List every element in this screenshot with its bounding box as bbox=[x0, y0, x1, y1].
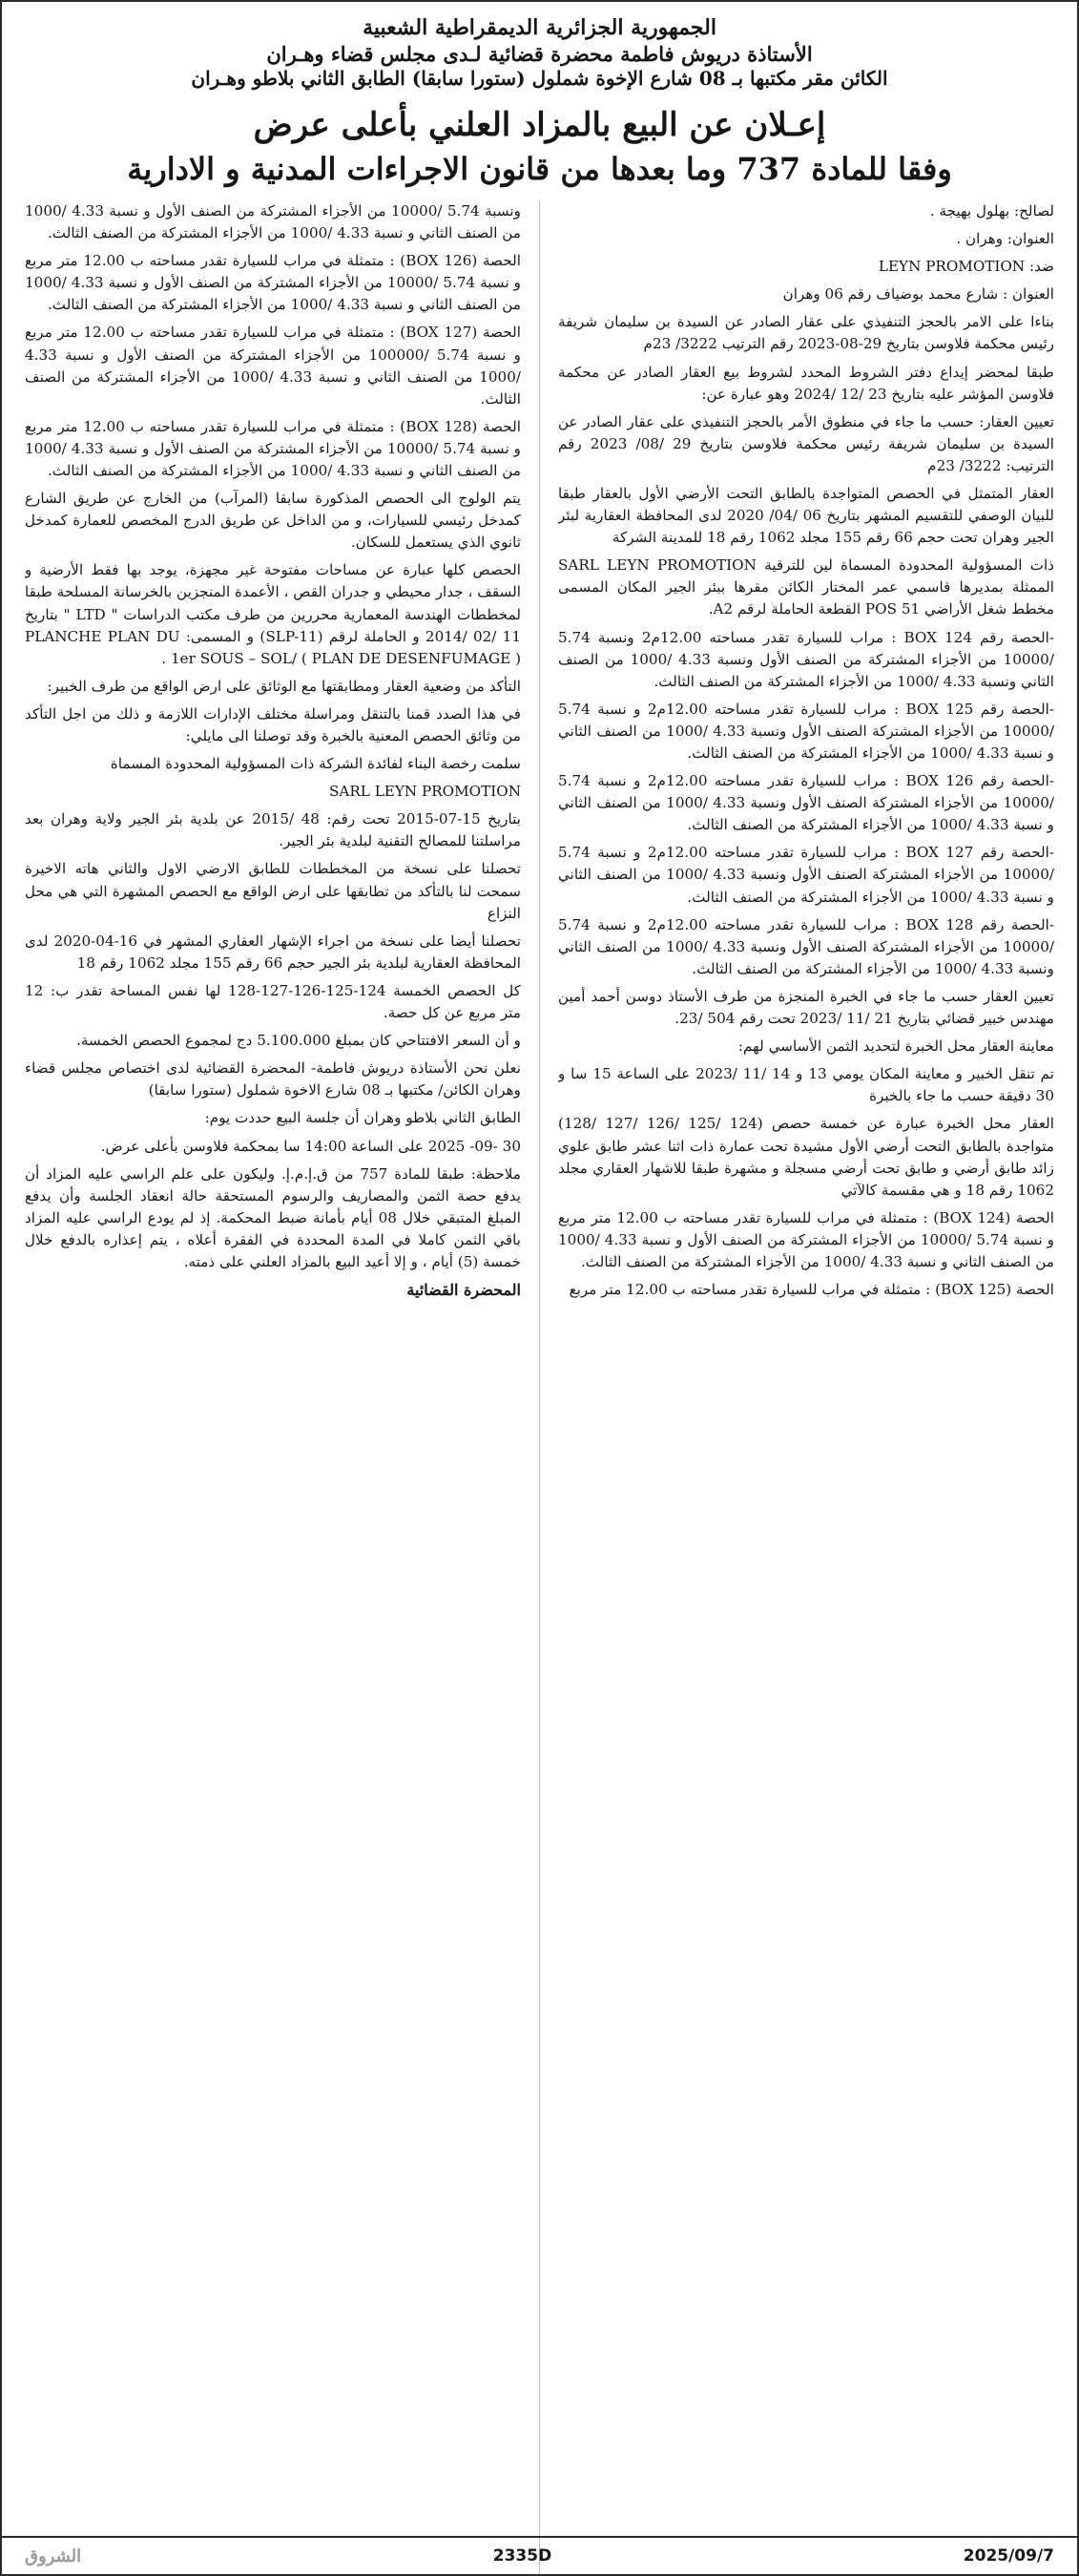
left-column-paragraph: سلمت رخصة البناء لفائدة الشركة ذات المسؤولية المحدودة المسماة bbox=[110, 755, 521, 773]
right-column bbox=[558, 200, 1054, 2576]
notice-header bbox=[25, 15, 1054, 187]
left-column-paragraph: الحصة (128 BOX) : متمثلة في مراب للسيارة تقدر مساحته ب 12.00 متر مربع و نسبة 5.74 /10000 من الأجزاء المشتركة من الصنف الأول و نسبة 4.33 /1000 من الصنف الثاني و نسبة 4.33 /1000 من الأجزاء المشتركة من الصنف الثالث. bbox=[25, 417, 521, 479]
left-column-paragraph: بتاريخ 15-07-2015 تحت رقم: 48 /2015 عن بلدية بئر الجير ولاية وهران بعد مراسلتنا للمصالح التقنية لبلدية بئر الجير. bbox=[25, 810, 521, 850]
right-column-paragraph: ذات المسؤولية المحدودة المسماة لين للترقية SARL LEYN PROMOTION الممثلة بمديرها قاسمي عمر المختار الكائن مقرها ببئر الجير المكان المسمى مخطط شغل الأراضي 51 POS القطعة الحاملة لرقم A2. bbox=[558, 556, 1054, 618]
left-column-paragraph: ونسبة 5.74 /10000 من الأجزاء المشتركة من الصنف الأول و نسبة 4.33 /1000 من الصنف الثاني و نسبة 4.33 /1000 من الأجزاء المشتركة من الصنف الثالث. bbox=[25, 201, 521, 242]
republic-line: الجمهورية الجزائرية الديمقراطية الشعبية bbox=[363, 15, 716, 40]
signature: المحضرة القضائية bbox=[406, 1281, 521, 1300]
newspaper-masthead: الشروق bbox=[25, 2545, 82, 2566]
left-column-paragraph: الطابق الثاني بلاطو وهران أن جلسة البيع حددت يوم: bbox=[204, 1109, 521, 1127]
right-column-paragraph: العنوان: وهران . bbox=[956, 230, 1054, 248]
right-column-paragraph: -الحصة رقم BOX 124 : مراب للسيارة تقدر مساحته 12.00م2 ونسبة 5.74 /10000 من الأجزاء المشتركة من الصنف الأول ونسبة 4.33 /1000 من الصنف الثاني ونسبة 4.33 /1000 من الأجزاء المشتركة من الصنف الثالث. bbox=[558, 628, 1054, 690]
right-column-paragraph: -الحصة رقم BOX 127 : مراب للسيارة تقدر مساحته 12.00م2 و نسبة 5.74 /10000 من الأجزاء المشتركة الصنف الأول ونسبة 4.33 /1000 من الصنف الثاني و نسبة 4.33 /1000 من الأجزاء المشتركة من الصنف الثالث. bbox=[558, 844, 1054, 906]
page-footer bbox=[2, 2536, 1077, 2574]
left-column-paragraph: SARL LEYN PROMOTION bbox=[328, 783, 521, 801]
right-column-paragraph: العقار محل الخبرة عبارة عن خمسة حصص (124 /125 /126 /127 /128) متواجدة بالطابق التحت أرضي الأول مشيدة تحت عمارة ذات اثنا عشر طابق علوي زائد طابق أرضي و طابق تحت أرضي مسجلة و مشهرة طبقا للاشهار العقاري مجلد 1062 رقم 18 و هي مقسمة كالآتي bbox=[558, 1115, 1054, 1199]
right-column-paragraph: تم تنقل الخبير و معاينة المكان يومي 13 و 14 /11 /2023 على الساعة 15 سا و 30 دقيقة حسب ما جاء بالخبرة bbox=[558, 1065, 1054, 1105]
left-column-paragraph: كل الحصص الخمسة 124-125-126-127-128 لها نفس المساحة تقدر ب: 12 متر مربع عن كل حصة. bbox=[25, 981, 521, 1022]
notice-body bbox=[25, 200, 1054, 2576]
left-column-paragraph: و أن السعر الافتتاحي كان بمبلغ 5.100.000 دج لمجموع الحصص الخمسة. bbox=[76, 1032, 521, 1050]
left-column-paragraph: الحصص كلها عبارة عن مساحات مفتوحة غير مجهزة، يوجد بها فقط الأرضية و السقف ، جدار محيطي و جدران القص ، الأعمدة المنجزين بالخرسانة المسلحة طبقا لمخططات الهندسة المعمارية محررين من طرف مكتب الدراسات " LTD " بتاريخ 11 /02 /2014 و الحاملة لرقم (SLP-11) و المسمى: PLANCHE PLAN DU 1er SOUS – SOL/ ( PLAN DE DESENFUMAGE ) . bbox=[25, 561, 521, 667]
left-column bbox=[25, 200, 521, 2576]
right-column-paragraph: -الحصة رقم BOX 128 : مراب للسيارة تقدر مساحته 12.00م2 و نسبة 5.74 /10000 من الأجزاء المشتركة الصنف الأول ونسبة 4.33 /1000 من الصنف الثاني ونسبة 4.33 /1000 من الأجزاء المشتركة من الصنف الثالث. bbox=[558, 915, 1054, 977]
notice-title: إعـلان عن البيع بالمزاد العلني بأعلى عرض bbox=[253, 105, 826, 144]
right-column-paragraph: العنوان : شارع محمد بوضياف رقم 06 وهران bbox=[782, 285, 1054, 304]
right-column-paragraph: الحصة (124 BOX) : متمثلة في مراب للسيارة تقدر مساحته ب 12.00 متر مربع و نسبة 5.74 /10000 من الأجزاء المشتركة من الصنف الأول و نسبة 4.33 /1000 من الصنف الثاني و نسبة 4.33 /1000 من الأجزاء المشتركة من الصنف الثالث. bbox=[558, 1208, 1054, 1270]
right-column-paragraph: الحصة (125 BOX) : متمثلة في مراب للسيارة تقدر مساحته ب 12.00 متر مربع bbox=[569, 1281, 1054, 1299]
right-column-paragraph: معاينة العقار محل الخبرة لتحديد الثمن الأساسي لهم: bbox=[737, 1037, 1054, 1056]
left-column-paragraph: الحصة (127 BOX) : متمثلة في مراب للسيارة تقدر مساحته ب 12.00 متر مربع و نسبة 5.74 /100000 من الأجزاء المشتركة من الصنف الأول و نسبة 4.33 /1000 من الصنف الثاني و نسبة 4.33 /1000 من الأجزاء المشتركة من الصنف الثالث. bbox=[25, 324, 521, 408]
left-column-paragraph: في هذا الصدد قمنا بالتنقل ومراسلة مختلف الإدارات اللازمة و ذلك من اجل التأكد من وثائق الحصص المعنية بالخبرة وقد توصلنا الى مايلي: bbox=[25, 704, 521, 744]
column-divider bbox=[539, 200, 540, 2576]
right-column-paragraph: العقار المتمثل في الحصص المتواجدة بالطابق التحت الأرضي الأول بالعقار طبقا للبيان الوصفي للتقسيم المشهر بتاريخ 06 /04/ 2020 لدى المحافظة العقارية لبئر الجير وهران تحت حجم 66 رقم 155 مجلد 1062 رقم 18 للمدينة الشركة bbox=[558, 484, 1054, 547]
left-column-paragraph: تحصلنا على نسخة من المخططات للطابق الارضي الاول والثاني هاته الاخيرة سمحت لنا بالتأكد من تطابقها على ارض الواقع مع الحصص المشهرة التي هي محل النزاع bbox=[25, 860, 521, 922]
left-column-paragraph: الحصة (126 BOX) : متمثلة في مراب للسيارة تقدر مساحته ب 12.00 متر مربع و نسبة 5.74 /10000 من الأجزاء المشتركة من الصنف الأول و نسبة 4.33 /1000 من الصنف الثاني و نسبة 4.33 /1000 من الأجزاء المشتركة من الصنف الثالث. bbox=[25, 252, 521, 314]
page-number: 2335D bbox=[492, 2546, 552, 2566]
left-column-paragraph: يتم الولوج الى الحصص المذكورة سابقا (المرآب) من الخارج عن طريق الشارع كمدخل رئيسي للسيارات، و من الداخل عن طريق الدرج المخصص للعمارة كمدخل ثانوي الذي يستعمل للسكان. bbox=[25, 490, 521, 552]
right-column-paragraph: تعيين العقار: حسب ما جاء في منطوق الأمر بالحجز التنفيذي على عقار الصادر عن السيدة بن سليمان شريفة رئيس محكمة فلاوسن بتاريخ 29 /08/ 2023 رقم الترتيب: 3222/ 23م bbox=[558, 412, 1054, 474]
office-address-line: الكائن مقر مكتبها بـ 08 شارع الإخوة شملول (ستورا سابقا) الطابق الثاني بلاطو وهـران bbox=[191, 66, 888, 90]
left-column-paragraph: 30 -09- 2025 على الساعة 14:00 سا بمحكمة فلاوسن بأعلى عرض. bbox=[100, 1137, 521, 1155]
left-column-paragraph: تحصلنا أيضا على نسخة من اجراء الإشهار العقاري المشهر في 16-04-2020 لدى المحافظة العقارية لبلدية بئر الجير حجم 66 رقم 155 مجلد 1062 رقم 18 bbox=[25, 932, 521, 972]
notice-subtitle: وفقا للمادة 737 وما بعدها من قانون الاجراءات المدنية و الادارية bbox=[127, 150, 952, 187]
left-column-paragraph: ملاحظة: طبقا للمادة 757 من ق.إ.م.إ. وليكون على علم الراسي عليه المزاد أن يدفع حصة الثمن والمصاريف والرسوم المستحقة حالة انعقاد الجلسة وأن يدفع المبلغ المتبقي خلال 08 أيام بأمانة ضبط المحكمة. إذ لم يودع الراسي عليه المزاد باقي الثمن كاملا في المدة المحددة في الفقرة أعلاه ، يتم إعذاره بالدفع خلال خمسة (5) أيام ، و إلا أعيد البيع بالمزاد العلني على ذمته. bbox=[25, 1164, 521, 1270]
bailiff-line: الأستاذة دريوش فاطمة محضرة قضائية لـدى مجلس قضاء وهـران bbox=[266, 41, 813, 66]
right-column-paragraph: -الحصة رقم BOX 126 : مراب للسيارة تقدر مساحته 12.00م2 و نسبة 5.74 /10000 من الأجزاء المشتركة الصنف الأول ونسبة 4.33 /1000 من الصنف الثاني و نسبة 4.33 /1000 من الأجزاء المشتركة من الصنف الثالث. bbox=[558, 772, 1054, 834]
issue-date: 2025/09/7 bbox=[963, 2546, 1054, 2566]
right-column-paragraph: -الحصة رقم BOX 125 : مراب للسيارة تقدر مساحته 12.00م2 و نسبة 5.74 /10000 من الأجزاء المشتركة الصنف الأول ونسبة 4.33 /1000 من الصنف الثاني و نسبة 4.33 /1000 من الأجزاء المشتركة من الصنف الثالث. bbox=[558, 700, 1054, 762]
right-column-paragraph: بناءا على الامر بالحجز التنفيذي على عقار الصادر عن السيدة بن سليمان شريفة رئيس محكمة فلاوسن بتاريخ 29-08-2023 رقم الترتيب 3222/ 23م bbox=[558, 313, 1054, 353]
right-column-paragraph: ضد: LEYN PROMOTION bbox=[878, 258, 1054, 276]
right-column-paragraph: تعيين العقار حسب ما جاء في الخبرة المنجزة من طرف الأستاذ دوسن أحمد أمين مهندس خبير قضائي بتاريخ 21 /11 /2023 تحت رقم 504 /23. bbox=[558, 987, 1054, 1028]
left-column-paragraph: التأكد من وضعية العقار ومطابقتها مع الوثائق على ارض الواقع من طرف الخبير: bbox=[47, 677, 521, 695]
right-column-paragraph: طبقا لمحضر إيداع دفتر الشروط المحدد لشروط بيع العقار الصادر عن محكمة فلاوسن المؤشر عليه بتاريخ 23 /12 /2024 وهو عبارة عن: bbox=[558, 363, 1054, 403]
right-column-paragraph: لصالح: بهلول بهيجة . bbox=[929, 201, 1054, 220]
left-column-paragraph: نعلن نحن الأستاذة دريوش فاطمة- المحضرة القضائية لدى اختصاص مجلس قضاء وهران الكائن/ مكتبها بـ 08 شارع الاخوة شملول (ستورا سابقا) bbox=[25, 1059, 521, 1100]
